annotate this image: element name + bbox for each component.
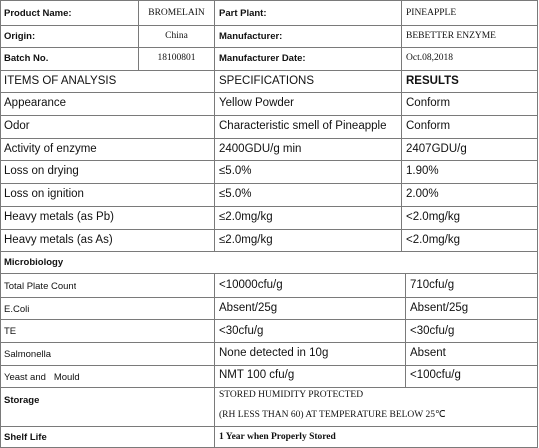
manufacturer-value: BEBETTER ENZYME <box>406 31 496 41</box>
grid-line <box>0 251 538 252</box>
spec-cell: ≤2.0mg/kg <box>219 211 273 223</box>
grid-line <box>0 365 538 366</box>
item-cell: Heavy metals (as Pb) <box>4 211 114 223</box>
grid-line <box>405 273 406 387</box>
spec-cell: None detected in 10g <box>219 347 329 359</box>
batch-value: 18100801 <box>157 53 196 63</box>
grid-line <box>0 25 538 26</box>
spec-cell: Yellow Powder <box>219 97 295 109</box>
result-cell: <2.0mg/kg <box>406 234 461 246</box>
spec-cell: Absent/25g <box>219 302 278 314</box>
item-cell: TE <box>4 326 17 337</box>
result-cell: Conform <box>406 120 451 132</box>
column-header-results: RESULTS <box>406 75 459 87</box>
grid-line <box>0 160 538 161</box>
result-cell: Absent/25g <box>410 302 469 314</box>
grid-line <box>537 0 538 448</box>
grid-line <box>0 0 1 448</box>
grid-line <box>0 206 538 207</box>
grid-line <box>214 0 215 251</box>
storage-line-1: STORED HUMIDITY PROTECTED <box>219 390 364 400</box>
manufacturer-date-value: Oct.08,2018 <box>406 53 453 63</box>
spec-cell: 2400GDU/g min <box>219 143 302 155</box>
grid-line <box>214 273 215 448</box>
storage-line-2: (RH LESS THAN 60) AT TEMPERATURE BELOW 25℃ <box>219 410 446 420</box>
result-cell: 2.00% <box>406 188 439 200</box>
grid-line <box>0 319 538 320</box>
storage-label: Storage <box>4 395 40 406</box>
item-cell: Yeast and Mould <box>4 372 80 383</box>
column-header-items: ITEMS OF ANALYSIS <box>4 75 117 87</box>
item-cell: Loss on drying <box>4 165 79 177</box>
manufacturer-label: Manufacturer: <box>219 31 283 42</box>
spec-cell: ≤5.0% <box>219 165 252 177</box>
item-cell: Odor <box>4 120 30 132</box>
manufacturer-date-label: Manufacturer Date: <box>219 53 306 64</box>
spec-cell: <30cfu/g <box>219 325 264 337</box>
spec-cell: <10000cfu/g <box>219 279 283 291</box>
spec-cell: NMT 100 cfu/g <box>219 369 295 381</box>
part-plant-label: Part Plant: <box>219 8 267 19</box>
item-cell: Appearance <box>4 97 67 109</box>
item-cell: Salmonella <box>4 349 51 360</box>
spec-cell: ≤2.0mg/kg <box>219 234 273 246</box>
spec-cell: Characteristic smell of Pineapple <box>219 120 387 132</box>
product-name-value: BROMELAIN <box>148 8 205 18</box>
item-cell: Activity of enzyme <box>4 143 97 155</box>
result-cell: Absent <box>410 347 446 359</box>
grid-line <box>0 426 538 427</box>
result-cell: <2.0mg/kg <box>406 211 461 223</box>
spec-cell: ≤5.0% <box>219 188 252 200</box>
grid-line <box>0 229 538 230</box>
item-cell: Loss on ignition <box>4 188 84 200</box>
grid-line <box>0 70 538 71</box>
grid-line <box>0 387 538 388</box>
part-plant-value: PINEAPPLE <box>406 8 457 18</box>
result-cell: 2407GDU/g <box>406 143 467 155</box>
origin-value: China <box>165 31 188 41</box>
item-cell: Total Plate Count <box>4 281 77 292</box>
product-name-label: Product Name: <box>4 8 72 19</box>
shelf-life-value: 1 Year when Properly Stored <box>219 432 336 442</box>
grid-line <box>0 47 538 48</box>
grid-line <box>0 342 538 343</box>
grid-line <box>0 183 538 184</box>
microbiology-title: Microbiology <box>4 257 64 268</box>
result-cell: <100cfu/g <box>410 369 461 381</box>
grid-line <box>0 273 538 274</box>
grid-line <box>0 92 538 93</box>
grid-line <box>401 0 402 251</box>
result-cell: <30cfu/g <box>410 325 455 337</box>
grid-line <box>0 138 538 139</box>
grid-line <box>0 0 538 1</box>
item-cell: Heavy metals (as As) <box>4 234 113 246</box>
item-cell: E.Coli <box>4 304 30 315</box>
shelf-life-label: Shelf Life <box>4 432 47 443</box>
origin-label: Origin: <box>4 31 36 42</box>
column-header-specifications: SPECIFICATIONS <box>219 75 314 87</box>
result-cell: Conform <box>406 97 451 109</box>
result-cell: 710cfu/g <box>410 279 455 291</box>
result-cell: 1.90% <box>406 165 439 177</box>
grid-line <box>0 115 538 116</box>
grid-line <box>0 297 538 298</box>
batch-label: Batch No. <box>4 53 49 64</box>
